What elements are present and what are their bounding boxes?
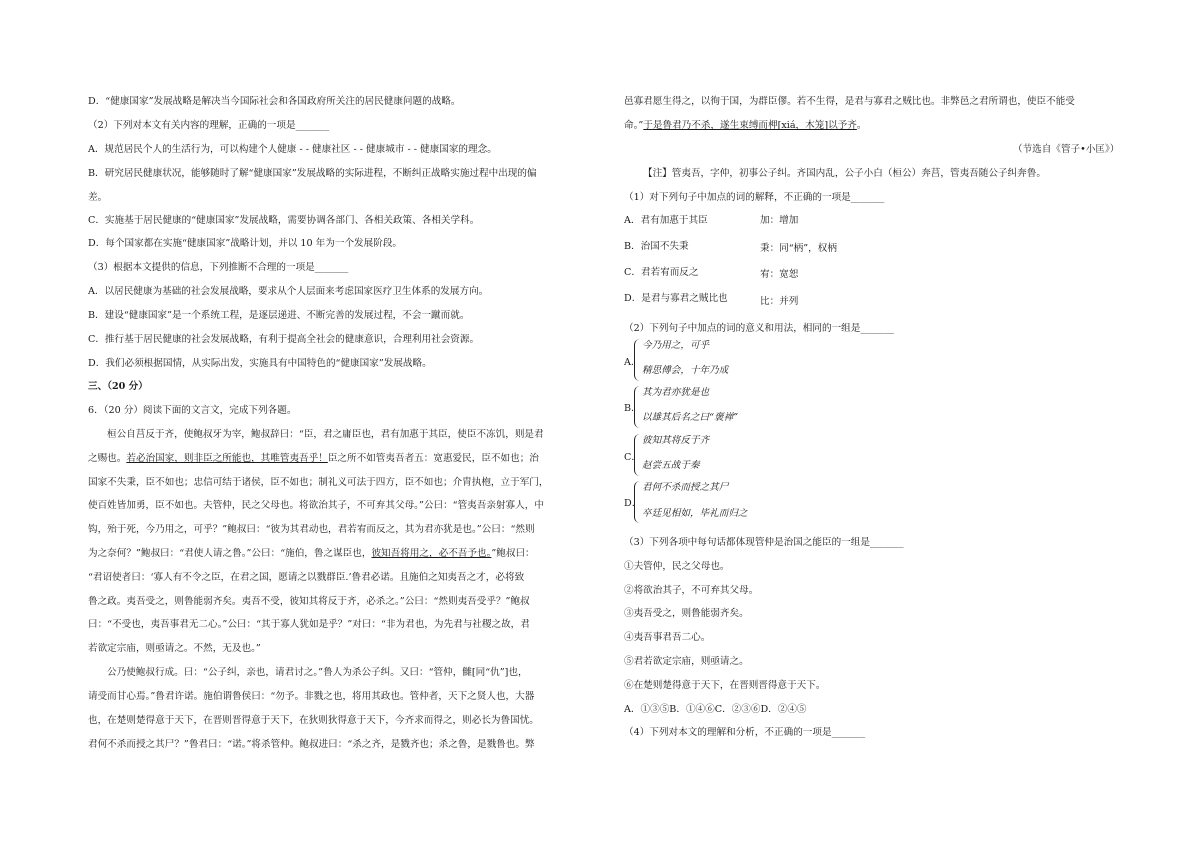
q2-stem: （2）下列对本文有关内容的理解，正确的一项是_______ [88, 120, 330, 131]
note: 【注】管夷吾，字仲，初事公子纠。齐国内乱，公子小白（桓公）奔莒，管夷吾随公子纠奔鲁。 [643, 168, 1046, 179]
passage-line: 为之奈何？”鲍叔曰：“君使人请之鲁。”公曰：“施伯，鲁之谋臣也，彼知吾将用之，必不吾予也。”鲍叔曰： [88, 548, 535, 559]
r-q1-option-a-explain: 加：增加 [760, 215, 799, 226]
r-q2-a-sentence2: 精思傅会，十年乃成 [642, 365, 729, 376]
passage-line: 命。”于是鲁君乃不杀，遂生束缚而柙[xiá，木笼]以予齐。 [624, 120, 867, 131]
r-q2-c-sentence1: 彼知其将反于齐 [642, 435, 710, 446]
r-q2-a-sentence1: 今乃用之，可乎 [642, 340, 710, 351]
passage-line: 使百姓皆加勇，臣不如也。夫管仲，民之父母也。将欲治其子，不可弃其父母。”公曰：“管夷吾亲射寡人，中 [88, 500, 544, 511]
r-q3-item: ④夷吾事君吾二心。 [624, 632, 711, 643]
r-q2-d-sentence1: 君何不杀而授之其尸 [642, 482, 729, 493]
passage-line: 钩，殆于死，今乃用之，可乎？”鲍叔曰：“彼为其君动也，君若宥而反之，其为君亦犹是也。”公曰：“然则 [88, 524, 535, 535]
passage-line: 若欲定宗庙，则亟请之。不然，无及也。” [88, 643, 261, 654]
passage-line: 国家不失秉，臣不如也；忠信可结于诸侯，臣不如也；制礼义可法于四方，臣不如也；介胄执枹，立于军门， [88, 477, 549, 488]
r-q2-c-sentence2: 赵尝五战于秦 [642, 460, 700, 471]
passage-line: 公乃使鲍叔行成。曰：“公子纠，亲也，请君讨之。”鲁人为杀公子纠。又曰：“管仲，雠[同“仇”]也， [107, 667, 528, 678]
r-q3-item: ②将欲治其子，不可弃其父母。 [624, 585, 759, 596]
section-heading: 三、（20 分） [88, 381, 148, 392]
r-q1-option-d-explain: 比：并列 [760, 296, 799, 307]
r-q1-option-a: A．君有加惠于其臣 [624, 215, 708, 226]
r-q1-option-d: D．是君与寡君之贼比也 [624, 293, 728, 304]
passage-line: 曰：“不受也，夷吾事君无二心。”公曰：“其于寡人犹如是乎？”对曰：“非为君也，为先君与社稷之故，君 [88, 619, 530, 630]
r-q1-option-c-explain: 宥：宽恕 [760, 269, 799, 280]
r-q1-stem: （1）对下列句子中加点的词的解释，不正确的一项是_______ [624, 192, 885, 203]
r-q2-d-sentence2: 卒廷见相如，毕礼而归之 [642, 508, 748, 519]
q2-option-b-cont: 差。 [88, 192, 108, 203]
r-q2-b-sentence2: 以雄其后名之曰“褒禅” [642, 412, 739, 423]
q6-stem: 6．（20 分）阅读下面的文言文，完成下列各题。 [88, 405, 297, 416]
r-q3-item: ①夫管仲，民之父母也。 [624, 561, 730, 572]
passage-line: 之赐也。若必治国家，则非臣之所能也，其唯管夷吾乎！臣之所不如管夷吾者五：宽惠爱民，臣不如也；治 [88, 453, 539, 464]
r-q1-option-b: B．治国不失秉 [624, 241, 689, 252]
r-q3-item: ⑥在楚则楚得意于天下，在晋则晋得意于天下。 [624, 680, 826, 691]
passage-line: 也，在楚则楚得意于天下，在晋则晋得意于天下，在狄则狄得意于天下，今齐求而得之，则必长为鲁国忧。 [88, 715, 539, 726]
passage-line: 请受而甘心焉。”鲁君许诺。施伯谓鲁侯曰：“勿予。非戮之也，将用其政也。管仲者，天下之贤人也，大器 [88, 691, 535, 702]
passage-line: “君诏使者曰：‘寡人有不令之臣，在君之国，愿请之以戮群臣.’鲁君必诺。且施伯之知夷吾之才，必将致 [88, 572, 525, 583]
q2-option-d: D．每个国家都在实施“健康国家”战略计划，并以 10 年为一个发展阶段。 [88, 238, 403, 249]
q2-option-a: A．规范居民个人的生活行为，可以构建个人健康 - - 健康社区 - - 健康城市 - - 健康国家的理念。 [88, 144, 497, 155]
passage-line: 君何不杀而授之其尸？”鲁君曰：“诺。”将杀管仲。鲍叔进曰：“杀之齐，是戮齐也；杀之鲁，是戮鲁也。弊 [88, 739, 535, 750]
source-citation: （节选自《管子•小匡》） [1013, 144, 1120, 155]
r-q3-options: A．①③⑤B．①④⑥C．②③⑥D．②④⑤ [624, 704, 807, 715]
r-q3-item: ⑤君若欲定宗庙，则亟请之。 [624, 656, 749, 667]
q3-option-d: D．我们必须根据国情，从实际出发，实施具有中国特色的“健康国家”发展战略。 [88, 358, 432, 369]
r-q2-option-b-label: B． [624, 403, 641, 414]
passage-line: 鲁之政。夷吾受之，则鲁能弱齐矣。夷吾不受，彼知其将反于齐，必杀之。”公曰：“然则夷吾受乎？”鲍叔 [88, 596, 530, 607]
q2-option-c: C．实施基于居民健康的“健康国家”发展战略，需要协调各部门、各相关政策、各相关学科。 [88, 215, 480, 226]
r-q1-option-c: C．君若宥而反之 [624, 267, 699, 278]
passage-line: 桓公自莒反于齐，使鲍叔牙为宰，鲍叔辞曰：“臣，君之庸臣也，君有加惠于其臣，使臣不冻饥，则是君 [107, 429, 544, 440]
r-q2-option-c-label: C． [624, 452, 641, 463]
r-q3-stem: （3）下列各项中每句话都体现管仲是治国之能臣的一组是_______ [624, 537, 904, 548]
q3-option-b: B．建设“健康国家”是一个系统工程，是逐层递进、不断完善的发展过程，不会一蹴而就。 [88, 310, 470, 321]
q1-option-d: D．“健康国家”发展战略是解决当今国际社会和各国政府所关注的居民健康问题的战略。 [88, 96, 461, 107]
r-q2-option-d-label: D． [624, 498, 642, 509]
passage-line: 邑寡君愿生得之，以徇于国，为群臣僇。若不生得，是君与寡君之贼比也。非弊邑之君所谓也，使臣不能受 [624, 96, 1075, 107]
q2-option-b: B．研究居民健康状况，能够随时了解“健康国家”发展战略的实际进程，不断纠正战略实施过程中出现的偏 [88, 168, 537, 179]
q3-option-a: A．以居民健康为基础的社会发展战略，要求从个人层面来考虑国家医疗卫生体系的发展方向。 [88, 286, 489, 297]
q3-stem: （3）根据本文提供的信息，下列推断不合理的一项是_______ [88, 262, 349, 273]
r-q2-b-sentence1: 其为君亦犹是也 [642, 387, 710, 398]
r-q1-option-b-explain: 秉：同“柄”，权柄 [760, 243, 837, 254]
r-q2-option-a-label: A． [624, 357, 641, 368]
r-q4-stem: （4）下列对本文的理解和分析，不正确的一项是_______ [624, 727, 866, 738]
r-q2-stem: （2）下列句子中加点的词的意义和用法，相同的一组是_______ [624, 323, 894, 334]
r-q3-item: ③夷吾受之，则鲁能弱齐矣。 [624, 608, 749, 619]
q3-option-c: C．推行基于居民健康的社会发展战略，有利于提高全社会的健康意识，合理利用社会资源。 [88, 334, 480, 345]
